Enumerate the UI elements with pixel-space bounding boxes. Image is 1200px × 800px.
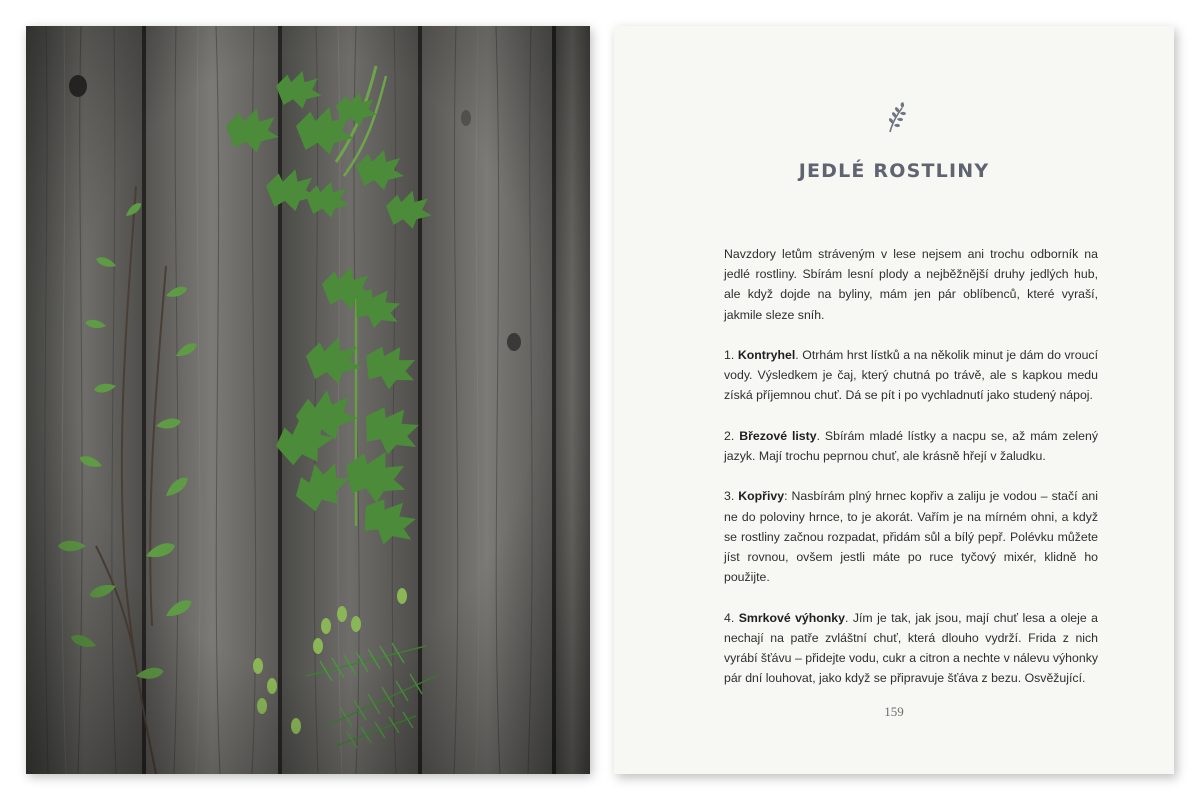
- item-text: : Nasbírám plný hrnec kopřiv a zaliju je vodou – stačí ani ne do poloviny hrnce, to je akorát. Vařím je na mírném ohni, a když se rostliny začnou rozpadat, přidám sůl a bílý pepř. Polévku můžete jíst rovnou, ovšem jestli máte po ruce tyčový mixér, klidně ho použijte.: [724, 489, 1098, 585]
- item-name: Kopřivy: [738, 489, 785, 504]
- item-name: Smrkové výhonky: [738, 610, 845, 625]
- item-number: 3.: [724, 489, 735, 504]
- chapter-title: JEDLÉ ROSTLINY: [798, 160, 990, 182]
- body-text: [724, 244, 1098, 709]
- item-name: Březové listy: [739, 428, 817, 443]
- page-number: 159: [884, 704, 904, 719]
- list-item: [724, 426, 1098, 466]
- list-item: [724, 608, 1098, 689]
- leaf-sprig-icon: [878, 102, 912, 136]
- item-text: . Sbírám mladé lístky a nacpu se, až mám zelený jazyk. Mají trochu peprnou chuť, ale krásně hřejí v žaludku.: [724, 428, 1098, 463]
- item-number: 4.: [724, 610, 735, 625]
- item-text: . Jím je tak, jak jsou, mají chuť lesa a oleje a nechají na patře zvláštní chuť, která dlouho vydrží. Frida z nich vyrábí šťávu – přidejte vodu, cukr a citron a nechte v nálevu výhonky pár dní louhovat, jako když se připravuje šťáva z bezu. Osvěžující.: [724, 610, 1098, 686]
- photo-illustration: [26, 26, 590, 774]
- list-item: [724, 345, 1098, 406]
- item-number: 2.: [724, 428, 735, 443]
- herbs-on-wood-photo: [26, 26, 590, 774]
- list-item: [724, 486, 1098, 587]
- item-text: . Otrhám hrst lístků a na několik minut je dám do vroucí vody. Výsledkem je čaj, který chutná po trávě, ale s kapkou medu získá příjemnou chuť. Dá se pít i po vychladnutí jako studený nápoj.: [724, 348, 1099, 403]
- item-name: Kontryhel: [737, 348, 796, 362]
- text-page: [614, 26, 1174, 774]
- item-number: 1.: [724, 348, 735, 362]
- intro-paragraph: Navzdory letům stráveným v lese nejsem ani trochu odborník na jedlé rostliny. Sbírám lesní plody a nejběžnější druhy jedlých hub, ale když dojde na byliny, mám jen pár oblíbenců, které vyraší, jakmile sleze sníh.: [724, 247, 1098, 322]
